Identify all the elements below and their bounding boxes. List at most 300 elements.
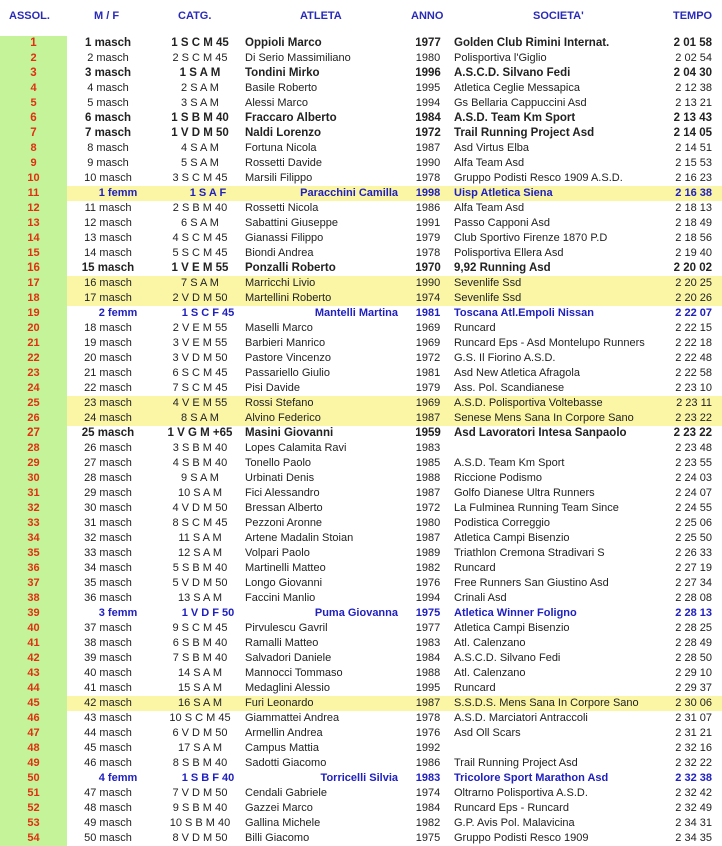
cell-club: Gs Bellaria Cappuccini Asd (454, 97, 587, 109)
cell-year: 1984 (415, 652, 441, 664)
cell-position: 45 (27, 697, 40, 709)
header-tempo: TEMPO (673, 10, 713, 22)
cell-time: 2 28 08 (675, 592, 712, 604)
cell-category: 1 S C F 45 (181, 307, 235, 319)
cell-position: 37 (27, 577, 40, 589)
cell-athlete: Sabattini Giuseppe (245, 217, 338, 229)
cell-year: 1976 (415, 727, 441, 739)
cell-gender-rank: 10 masch (84, 172, 132, 184)
cell-category: 2 V D M 50 (172, 292, 228, 304)
cell-position: 33 (27, 517, 40, 529)
cell-time: 2 02 54 (675, 52, 712, 64)
cell-gender-rank: 40 masch (84, 667, 132, 679)
cell-athlete: Rossetti Davide (245, 157, 323, 169)
cell-club: Gruppo Podisti Resco 1909 (454, 832, 589, 844)
cell-year: 1978 (415, 247, 441, 259)
cell-category: 10 S B M 40 (169, 817, 231, 829)
cell-gender-rank: 32 masch (84, 532, 132, 544)
cell-position: 9 (30, 157, 37, 169)
cell-time: 2 13 21 (675, 97, 712, 109)
cell-position: 26 (27, 412, 40, 424)
cell-club: Sevenlife Ssd (454, 292, 522, 304)
cell-position: 44 (27, 682, 40, 694)
cell-category: 5 S C M 45 (172, 247, 228, 259)
cell-time: 2 15 53 (675, 157, 712, 169)
cell-athlete: Martinelli Matteo (245, 562, 326, 574)
cell-athlete: Alessi Marco (245, 97, 308, 109)
table-row (0, 546, 722, 561)
cell-year: 1969 (415, 322, 441, 334)
table-row (0, 471, 722, 486)
cell-club: Triathlon Cremona Stradivari S (454, 547, 605, 559)
header-assol: ASSOL. (9, 10, 50, 22)
cell-position: 54 (27, 832, 40, 844)
cell-year: 1972 (415, 352, 441, 364)
table-row (0, 516, 722, 531)
cell-position: 18 (27, 292, 40, 304)
cell-category: 1 S A M (179, 67, 221, 79)
table-row (0, 501, 722, 516)
cell-position: 51 (27, 787, 40, 799)
cell-category: 3 S C M 45 (172, 172, 228, 184)
cell-time: 2 18 56 (675, 232, 712, 244)
table-row (0, 231, 722, 246)
cell-time: 2 29 10 (675, 667, 712, 679)
cell-year: 1974 (415, 787, 441, 799)
cell-position: 42 (27, 652, 40, 664)
cell-time: 2 23 48 (675, 442, 712, 454)
cell-category: 2 S A M (181, 82, 219, 94)
table-row (0, 486, 722, 501)
cell-category: 6 S B M 40 (172, 637, 228, 649)
cell-club: La Fulminea Running Team Since (454, 502, 619, 514)
cell-position: 10 (27, 172, 40, 184)
cell-time: 2 28 49 (675, 637, 712, 649)
cell-gender-rank: 16 masch (84, 277, 132, 289)
cell-year: 1994 (415, 97, 441, 109)
cell-category: 3 V E M 55 (172, 337, 228, 349)
table-row (0, 186, 722, 201)
cell-athlete: Gianassi Filippo (245, 232, 324, 244)
cell-gender-rank: 26 masch (84, 442, 132, 454)
cell-athlete: Ramalli Matteo (245, 637, 319, 649)
cell-position: 48 (27, 742, 40, 754)
table-row (0, 411, 722, 426)
cell-time: 2 19 40 (675, 247, 712, 259)
cell-club: A.S.D. Marciatori Antraccoli (454, 712, 588, 724)
cell-year: 1987 (415, 487, 441, 499)
cell-position: 21 (27, 337, 40, 349)
cell-club: Runcard (454, 322, 496, 334)
cell-time: 2 14 51 (675, 142, 712, 154)
cell-category: 4 V E M 55 (172, 397, 228, 409)
cell-year: 1988 (415, 667, 441, 679)
cell-gender-rank: 31 masch (84, 517, 132, 529)
cell-time: 2 25 06 (675, 517, 712, 529)
table-row (0, 831, 722, 846)
cell-time: 2 24 03 (675, 472, 712, 484)
cell-time: 2 24 07 (675, 487, 712, 499)
cell-year: 1986 (415, 202, 441, 214)
table-row (0, 261, 722, 276)
cell-club: Club Sportivo Firenze 1870 P.D (454, 232, 608, 244)
cell-time: 2 28 25 (675, 622, 712, 634)
cell-gender-rank: 20 masch (84, 352, 132, 364)
table-row (0, 816, 722, 831)
cell-year: 1982 (415, 817, 441, 829)
cell-club: Golfo Dianese Ultra Runners (454, 487, 595, 499)
cell-club: Polisportiva l'Giglio (454, 52, 547, 64)
table-row (0, 111, 722, 126)
cell-position: 27 (27, 427, 40, 439)
table-row (0, 156, 722, 171)
table-row (0, 741, 722, 756)
cell-athlete: Armellin Andrea (245, 727, 323, 739)
cell-time: 2 31 21 (675, 727, 712, 739)
cell-position: 20 (27, 322, 40, 334)
cell-athlete: Puma Giovanna (314, 607, 398, 619)
cell-year: 1987 (415, 142, 441, 154)
cell-time: 2 14 05 (673, 127, 712, 139)
cell-category: 2 S C M 45 (172, 52, 228, 64)
cell-athlete: Maselli Marco (245, 322, 313, 334)
cell-year: 1983 (415, 442, 441, 454)
cell-athlete: Paracchini Camilla (300, 187, 398, 199)
cell-athlete: Faccini Manlio (245, 592, 316, 604)
cell-year: 1985 (415, 457, 441, 469)
cell-gender-rank: 50 masch (84, 832, 132, 844)
cell-category: 2 V E M 55 (172, 322, 228, 334)
cell-athlete: Marricchi Livio (245, 277, 316, 289)
cell-athlete: Naldi Lorenzo (245, 127, 322, 139)
cell-club: Asd Lavoratori Intesa Sanpaolo (454, 427, 627, 439)
header-catg: CATG. (178, 10, 212, 22)
table-row (0, 351, 722, 366)
cell-position: 49 (27, 757, 40, 769)
cell-category: 7 S B M 40 (172, 652, 228, 664)
cell-club: Tricolore Sport Marathon Asd (454, 772, 609, 784)
cell-gender-rank: 41 masch (84, 682, 132, 694)
cell-position: 46 (27, 712, 40, 724)
cell-athlete: Furi Leonardo (245, 697, 314, 709)
table-row (0, 366, 722, 381)
cell-time: 2 29 37 (675, 682, 712, 694)
cell-position: 24 (27, 382, 40, 394)
cell-year: 1972 (415, 502, 441, 514)
cell-gender-rank: 1 masch (84, 37, 132, 49)
cell-gender-rank: 15 masch (81, 262, 135, 274)
cell-time: 2 27 34 (675, 577, 712, 589)
cell-athlete: Masini Giovanni (245, 427, 334, 439)
cell-club: Podistica Correggio (454, 517, 550, 529)
cell-position: 53 (27, 817, 40, 829)
cell-time: 2 04 30 (673, 67, 712, 79)
cell-year: 1972 (415, 127, 441, 139)
cell-time: 2 22 58 (675, 367, 712, 379)
cell-year: 1984 (415, 802, 441, 814)
cell-athlete: Salvadori Daniele (245, 652, 332, 664)
cell-athlete: Pezzoni Aronne (245, 517, 323, 529)
cell-position: 12 (27, 202, 40, 214)
cell-club: Atl. Calenzano (454, 637, 526, 649)
cell-category: 5 S A M (181, 157, 219, 169)
cell-position: 2 (30, 52, 37, 64)
cell-year: 1988 (415, 472, 441, 484)
cell-category: 10 S A M (177, 487, 223, 499)
table-row (0, 786, 722, 801)
table-row (0, 36, 722, 51)
cell-gender-rank: 34 masch (84, 562, 132, 574)
table-row (0, 441, 722, 456)
cell-gender-rank: 42 masch (84, 697, 132, 709)
table-row (0, 456, 722, 471)
cell-gender-rank: 11 masch (84, 202, 132, 214)
cell-time: 2 31 07 (675, 712, 712, 724)
cell-year: 1969 (415, 397, 441, 409)
cell-time: 2 23 10 (675, 382, 712, 394)
cell-gender-rank: 8 masch (87, 142, 129, 154)
cell-category: 6 S C M 45 (172, 367, 228, 379)
cell-year: 1983 (415, 772, 441, 784)
cell-athlete: Tondini Mirko (245, 67, 320, 79)
cell-athlete: Barbieri Manrico (245, 337, 326, 349)
cell-athlete: Torricelli Silvia (320, 772, 398, 784)
cell-gender-rank: 3 masch (84, 67, 132, 79)
cell-gender-rank: 2 masch (87, 52, 129, 64)
cell-position: 36 (27, 562, 40, 574)
cell-gender-rank: 33 masch (84, 547, 132, 559)
cell-gender-rank: 29 masch (84, 487, 132, 499)
cell-position: 35 (27, 547, 40, 559)
cell-position: 32 (27, 502, 40, 514)
cell-club: Atletica Campi Bisenzio (454, 532, 570, 544)
cell-athlete: Marsili Filippo (245, 172, 313, 184)
cell-position: 7 (30, 127, 37, 139)
table-row (0, 96, 722, 111)
cell-athlete: Pirvulescu Gavril (245, 622, 328, 634)
cell-time: 2 22 15 (675, 322, 712, 334)
cell-club: S.S.D.S. Mens Sana In Corpore Sano (454, 697, 639, 709)
cell-club: G.S. Il Fiorino A.S.D. (454, 352, 556, 364)
cell-category: 4 S B M 40 (172, 457, 228, 469)
cell-position: 15 (27, 247, 40, 259)
cell-athlete: Fici Alessandro (245, 487, 320, 499)
cell-club: Oltrarno Polisportiva A.S.D. (454, 787, 588, 799)
table-row (0, 141, 722, 156)
cell-club: Asd Oll Scars (454, 727, 521, 739)
table-row (0, 561, 722, 576)
cell-position: 40 (27, 622, 40, 634)
cell-athlete: Mannocci Tommaso (245, 667, 343, 679)
cell-position: 50 (27, 772, 40, 784)
cell-gender-rank: 12 masch (84, 217, 132, 229)
cell-club: Atletica Ceglie Messapica (454, 82, 580, 94)
header-atleta: ATLETA (300, 10, 342, 22)
cell-year: 1976 (415, 577, 441, 589)
cell-gender-rank: 48 masch (84, 802, 132, 814)
cell-year: 1975 (415, 832, 441, 844)
table-row (0, 306, 722, 321)
cell-time: 2 22 48 (675, 352, 712, 364)
cell-club: Runcard (454, 562, 496, 574)
cell-category: 15 S A M (177, 682, 223, 694)
cell-club: Polisportiva Ellera Asd (454, 247, 564, 259)
cell-athlete: Volpari Paolo (245, 547, 310, 559)
cell-year: 1996 (415, 67, 441, 79)
cell-time: 2 34 31 (675, 817, 712, 829)
cell-year: 1987 (415, 697, 441, 709)
cell-position: 47 (27, 727, 40, 739)
cell-club: Atl. Calenzano (454, 667, 526, 679)
cell-category: 7 V D M 50 (172, 787, 228, 799)
cell-position: 17 (27, 277, 40, 289)
cell-athlete: Oppioli Marco (245, 37, 322, 49)
cell-position: 25 (27, 397, 40, 409)
table-row (0, 726, 722, 741)
cell-club: Runcard (454, 682, 496, 694)
cell-club: Toscana Atl.Empoli Nissan (454, 307, 594, 319)
cell-year: 1998 (415, 187, 441, 199)
cell-position: 43 (27, 667, 40, 679)
cell-athlete: Campus Mattia (245, 742, 319, 754)
cell-category: 5 S B M 40 (172, 562, 228, 574)
cell-gender-rank: 37 masch (84, 622, 132, 634)
cell-position: 22 (27, 352, 40, 364)
cell-year: 1982 (415, 562, 441, 574)
cell-time: 2 20 25 (675, 277, 712, 289)
cell-athlete: Pastore Vincenzo (245, 352, 332, 364)
cell-year: 1990 (415, 277, 441, 289)
cell-club: A.S.D. Team Km Sport (454, 112, 576, 124)
table-row (0, 201, 722, 216)
cell-gender-rank: 27 masch (84, 457, 132, 469)
cell-time: 2 25 50 (675, 532, 712, 544)
table-row (0, 771, 722, 786)
cell-gender-rank: 28 masch (84, 472, 132, 484)
cell-club: Asd Virtus Elba (454, 142, 530, 154)
cell-time: 2 12 38 (675, 82, 712, 94)
cell-time: 2 20 26 (675, 292, 712, 304)
cell-athlete: Rossetti Nicola (245, 202, 319, 214)
cell-year: 1986 (415, 757, 441, 769)
cell-category: 14 S A M (177, 667, 223, 679)
cell-category: 3 S B M 40 (172, 442, 228, 454)
cell-category: 8 S C M 45 (172, 517, 228, 529)
cell-year: 1987 (415, 532, 441, 544)
cell-position: 1 (30, 37, 37, 49)
cell-club: Free Runners San Giustino Asd (454, 577, 609, 589)
cell-category: 3 S A M (181, 97, 219, 109)
cell-time: 2 13 43 (673, 112, 712, 124)
table-header (0, 0, 722, 33)
cell-gender-rank: 24 masch (84, 412, 132, 424)
table-row (0, 321, 722, 336)
cell-gender-rank: 4 femm (98, 772, 138, 784)
cell-time: 2 23 22 (675, 412, 712, 424)
cell-club: Passo Capponi Asd (454, 217, 551, 229)
cell-club: Gruppo Podisti Resco 1909 A.S.D. (454, 172, 623, 184)
cell-year: 1978 (415, 712, 441, 724)
cell-year: 1959 (415, 427, 441, 439)
cell-year: 1980 (415, 52, 441, 64)
cell-category: 9 S B M 40 (172, 802, 228, 814)
cell-year: 1978 (415, 172, 441, 184)
cell-time: 2 34 35 (675, 832, 712, 844)
table-row (0, 246, 722, 261)
cell-year: 1994 (415, 592, 441, 604)
cell-athlete: Di Serio Massimiliano (245, 52, 351, 64)
cell-time: 2 16 38 (675, 187, 712, 199)
table-row (0, 171, 722, 186)
cell-gender-rank: 36 masch (84, 592, 132, 604)
cell-club: 9,92 Running Asd (454, 262, 551, 274)
table-row (0, 606, 722, 621)
cell-gender-rank: 44 masch (84, 727, 132, 739)
cell-position: 4 (30, 82, 37, 94)
cell-gender-rank: 23 masch (84, 397, 132, 409)
cell-category: 11 S A M (178, 532, 222, 544)
cell-category: 9 S A M (181, 472, 219, 484)
cell-club: Alfa Team Asd (454, 202, 525, 214)
cell-category: 9 S C M 45 (172, 622, 228, 634)
cell-time: 2 20 02 (673, 262, 712, 274)
table-row (0, 756, 722, 771)
cell-category: 8 S B M 40 (172, 757, 228, 769)
cell-category: 13 S A M (177, 592, 223, 604)
cell-gender-rank: 45 masch (84, 742, 132, 754)
cell-athlete: Urbinati Denis (245, 472, 315, 484)
cell-time: 2 30 06 (675, 697, 712, 709)
header-anno: ANNO (411, 10, 444, 22)
cell-gender-rank: 21 masch (84, 367, 132, 379)
cell-time: 2 32 49 (675, 802, 712, 814)
cell-gender-rank: 30 masch (84, 502, 132, 514)
cell-year: 1983 (415, 637, 441, 649)
cell-year: 1977 (415, 37, 441, 49)
cell-time: 2 18 13 (675, 202, 712, 214)
cell-athlete: Artene Madalin Stoian (245, 532, 354, 544)
cell-year: 1981 (415, 367, 441, 379)
table-row (0, 636, 722, 651)
cell-gender-rank: 35 masch (84, 577, 132, 589)
cell-time: 2 28 13 (675, 607, 712, 619)
cell-gender-rank: 18 masch (84, 322, 132, 334)
table-row (0, 336, 722, 351)
cell-category: 3 V D M 50 (172, 352, 228, 364)
table-row (0, 126, 722, 141)
cell-club: Atletica Campi Bisenzio (454, 622, 570, 634)
table-row (0, 576, 722, 591)
cell-gender-rank: 9 masch (87, 157, 129, 169)
cell-club: Runcard Eps - Runcard (454, 802, 569, 814)
cell-club: A.S.C.D. Silvano Fedi (454, 652, 561, 664)
cell-club: A.S.C.D. Silvano Fedi (454, 67, 571, 79)
cell-category: 7 S C M 45 (172, 382, 228, 394)
cell-category: 4 S A M (181, 142, 219, 154)
cell-athlete: Ponzalli Roberto (245, 262, 336, 274)
table-row (0, 81, 722, 96)
cell-gender-rank: 6 masch (84, 112, 132, 124)
cell-gender-rank: 1 femm (98, 187, 138, 199)
cell-category: 6 S A M (181, 217, 219, 229)
cell-position: 29 (27, 457, 40, 469)
cell-gender-rank: 39 masch (84, 652, 132, 664)
table-row (0, 66, 722, 81)
cell-category: 1 V E M 55 (171, 262, 229, 274)
table-row (0, 396, 722, 411)
cell-category: 1 V D M 50 (171, 127, 229, 139)
cell-club: Uisp Atletica Siena (454, 187, 553, 199)
